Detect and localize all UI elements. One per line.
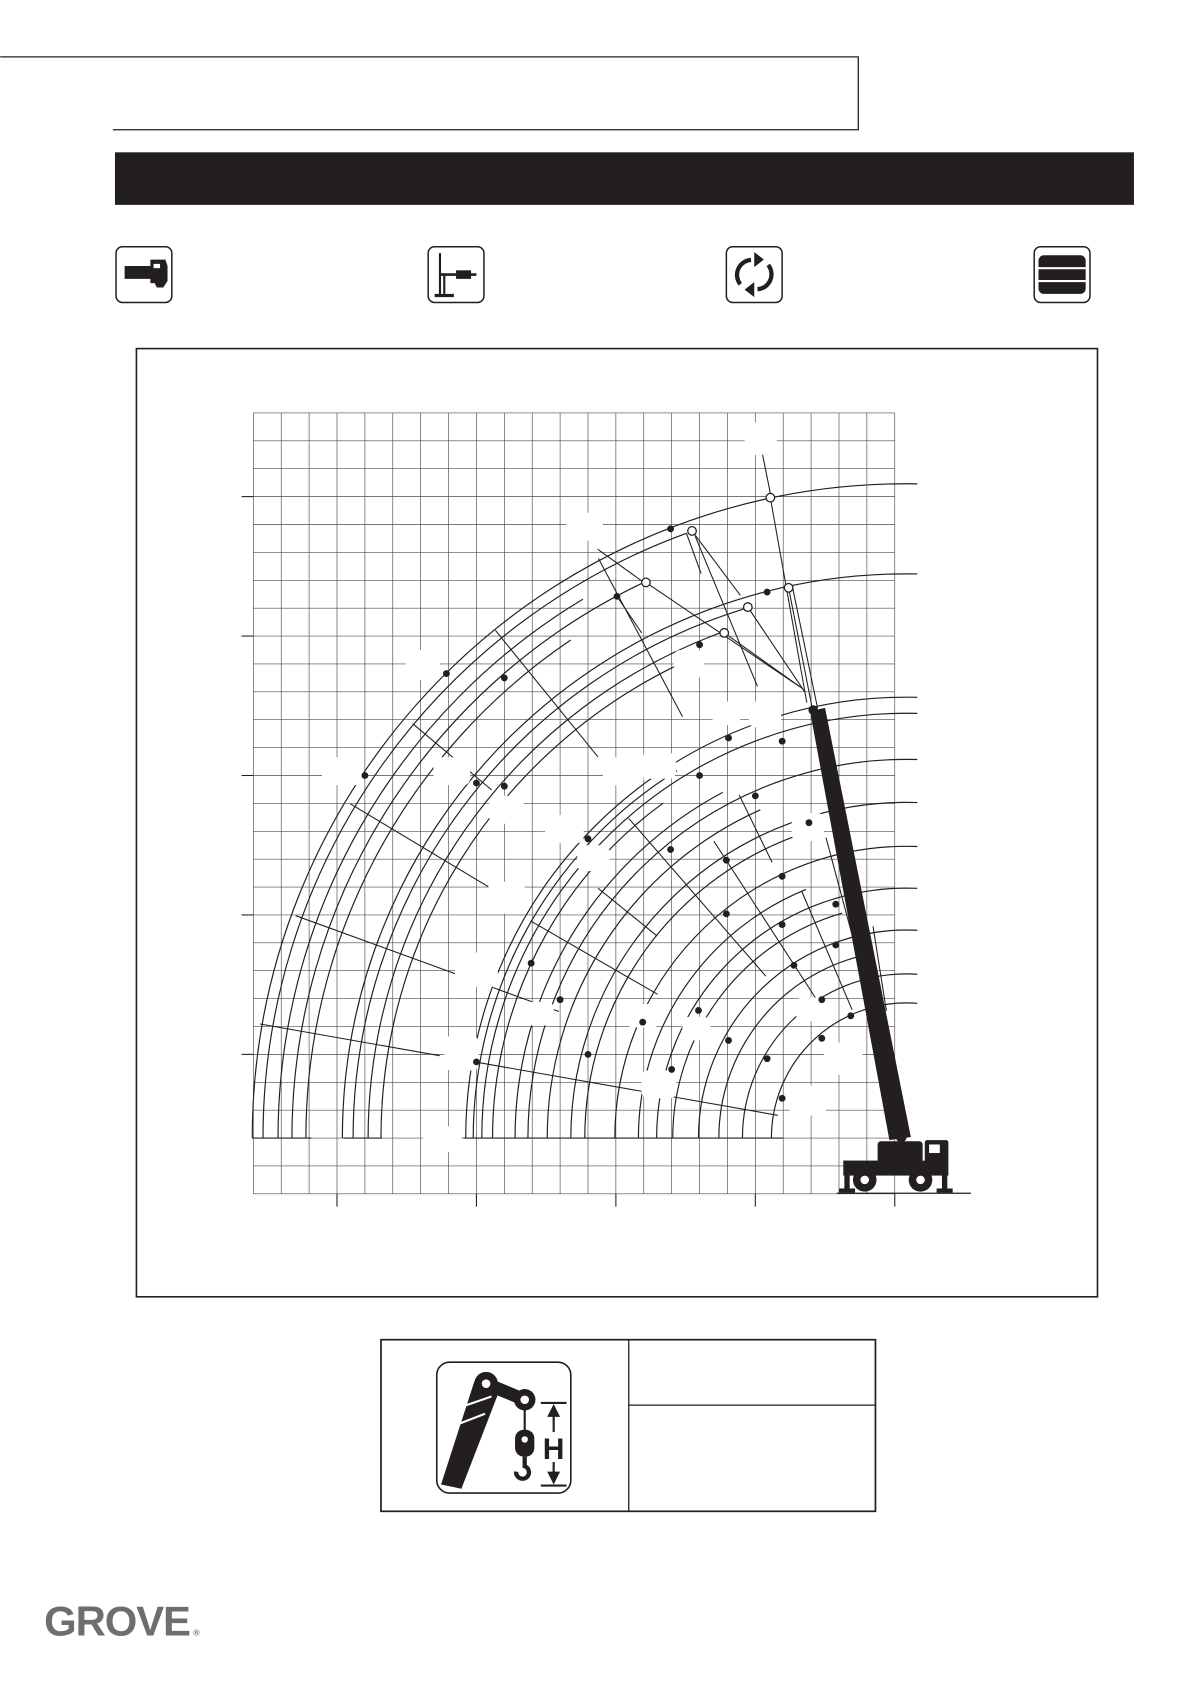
boom-angle-line bbox=[530, 921, 657, 994]
outrigger-icon-pad bbox=[435, 294, 454, 297]
range-chart-frame bbox=[136, 349, 1097, 1297]
range-point bbox=[764, 589, 771, 596]
label-blank-areas bbox=[322, 423, 863, 1152]
grove-logo-text: GROVE bbox=[44, 1597, 190, 1645]
main-boom bbox=[810, 708, 911, 1140]
range-point bbox=[501, 783, 508, 790]
outrigger-icon bbox=[428, 247, 484, 303]
range-point bbox=[501, 674, 508, 681]
label-blank-area bbox=[455, 952, 498, 986]
hook-height-icon bbox=[437, 1362, 571, 1493]
range-point bbox=[832, 942, 839, 949]
label-blank-area bbox=[792, 813, 824, 841]
outrigger-jack-left bbox=[844, 1171, 849, 1189]
jib-tip-point bbox=[784, 584, 793, 593]
range-point bbox=[667, 846, 674, 853]
range-point bbox=[779, 1095, 786, 1102]
icon-hook-block bbox=[515, 1430, 534, 1457]
range-point bbox=[585, 1051, 592, 1058]
range-point bbox=[695, 1007, 702, 1014]
legend-table bbox=[381, 1340, 875, 1512]
grove-logo-registered-mark: ® bbox=[193, 1627, 200, 1638]
range-point bbox=[847, 1012, 854, 1019]
outrigger-pad-right bbox=[937, 1188, 953, 1192]
range-point bbox=[614, 593, 621, 600]
cab-window bbox=[929, 1144, 940, 1153]
label-blank-area bbox=[488, 882, 524, 914]
range-point bbox=[779, 921, 786, 928]
range-point bbox=[832, 901, 839, 908]
range-point bbox=[528, 960, 535, 967]
range-point bbox=[443, 670, 450, 677]
outrigger-pad-left bbox=[839, 1188, 855, 1192]
jib-tip-point bbox=[744, 603, 753, 612]
label-blank-area bbox=[322, 757, 363, 785]
boom-angle-line bbox=[296, 916, 459, 975]
grove-logo bbox=[44, 1598, 200, 1645]
range-point bbox=[723, 910, 730, 917]
label-blank-area bbox=[642, 753, 676, 779]
superstructure bbox=[878, 1141, 923, 1162]
counterweight-icon bbox=[1034, 247, 1090, 303]
range-point bbox=[752, 792, 759, 799]
boom-angle-line bbox=[598, 888, 656, 935]
range-point bbox=[361, 772, 368, 779]
crane-carrier bbox=[839, 1140, 953, 1193]
label-blank-area bbox=[406, 650, 440, 680]
label-blank-area bbox=[577, 845, 609, 871]
boom-angle-line bbox=[260, 1024, 440, 1056]
title-box bbox=[0, 57, 858, 130]
range-point bbox=[667, 525, 674, 532]
jib-tip-point bbox=[720, 629, 729, 638]
range-point bbox=[818, 1035, 825, 1042]
rear-wheel-hub bbox=[916, 1176, 925, 1185]
range-point bbox=[725, 1037, 732, 1044]
range-point bbox=[473, 1058, 480, 1065]
outrigger-jack-right bbox=[942, 1171, 947, 1189]
jib-line bbox=[748, 607, 805, 692]
range-point bbox=[725, 735, 732, 742]
label-blank-area bbox=[749, 701, 781, 727]
range-point bbox=[818, 996, 825, 1003]
carrier-icon-notch bbox=[154, 264, 160, 268]
jib-tip-point bbox=[688, 527, 697, 536]
jib-lines bbox=[598, 450, 818, 707]
boom-length-arc bbox=[381, 666, 676, 1138]
label-blank-area bbox=[434, 757, 470, 785]
jib-line bbox=[770, 498, 806, 703]
jib-line bbox=[789, 588, 813, 708]
label-blank-area bbox=[790, 1085, 826, 1115]
counterweight-icon-stack bbox=[1038, 255, 1085, 294]
label-blank-area bbox=[567, 513, 603, 541]
rotation-icon bbox=[726, 247, 782, 303]
range-point bbox=[696, 772, 703, 779]
range-point bbox=[723, 857, 730, 864]
boom-angle-line bbox=[350, 804, 493, 890]
label-blank-area bbox=[521, 1002, 553, 1026]
label-blank-area bbox=[642, 1070, 676, 1098]
boom-length-arc bbox=[353, 609, 745, 1138]
range-point bbox=[557, 996, 564, 1003]
label-blank-area bbox=[545, 815, 584, 843]
boom-length-arc bbox=[306, 640, 571, 1138]
label-blank-area bbox=[674, 650, 704, 678]
boom-foot-pin bbox=[896, 1132, 907, 1143]
label-blank-area bbox=[682, 1017, 710, 1041]
jib-line bbox=[724, 633, 802, 689]
icon-sheave-boom-hub bbox=[482, 1379, 491, 1388]
jib-tip-point bbox=[766, 493, 775, 502]
boom-angle-line bbox=[802, 891, 852, 1009]
range-point bbox=[791, 962, 798, 969]
jib-line bbox=[762, 450, 771, 493]
range-point bbox=[779, 738, 786, 745]
label-blank-area bbox=[489, 796, 523, 824]
range-point bbox=[668, 1066, 675, 1073]
jib-line bbox=[617, 596, 642, 632]
range-point bbox=[764, 1055, 771, 1062]
icon-hook-block-pin bbox=[521, 1436, 527, 1442]
boom-angle-line bbox=[629, 818, 766, 976]
label-blank-area bbox=[712, 701, 740, 725]
boom-head-point bbox=[808, 705, 818, 715]
outrigger-icon-block bbox=[456, 270, 471, 279]
height-letter: H bbox=[542, 1432, 565, 1466]
jib-line bbox=[793, 589, 818, 708]
range-point bbox=[585, 835, 592, 842]
label-blank-area bbox=[444, 1036, 478, 1070]
range-point bbox=[696, 641, 703, 648]
header-bar bbox=[115, 152, 1134, 205]
range-point bbox=[639, 1019, 646, 1026]
label-blank-area bbox=[603, 757, 644, 785]
label-blank-area bbox=[824, 1043, 863, 1075]
jib-tip-point bbox=[642, 578, 651, 587]
label-blank-area bbox=[423, 1126, 462, 1152]
label-blank-area bbox=[745, 423, 777, 455]
range-point bbox=[473, 780, 480, 787]
front-wheel-hub bbox=[860, 1176, 869, 1185]
range-point bbox=[806, 819, 813, 826]
icon-sheave-jib-hub bbox=[520, 1395, 529, 1404]
carrier-icon bbox=[116, 247, 172, 303]
range-point bbox=[779, 873, 786, 880]
